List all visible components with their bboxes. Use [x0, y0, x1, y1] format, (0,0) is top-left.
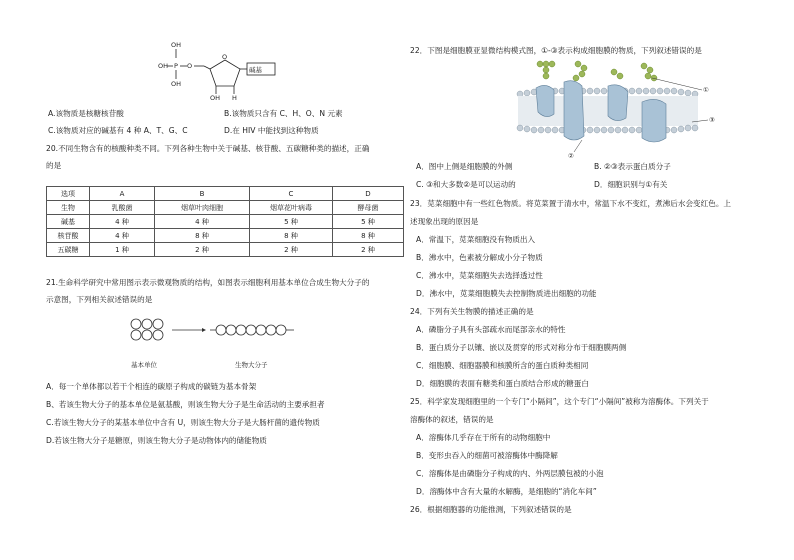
table-cell: 烟草叶肉细胞 [155, 201, 250, 215]
table-cell: 4 种 [155, 215, 250, 229]
nuc-bridge-o: O [187, 62, 193, 70]
q26-stem: 26．根据细胞器的功能推测，下列叙述错误的是 [410, 505, 572, 514]
table-cell: 1 种 [90, 243, 155, 257]
table-cell: 5 种 [333, 215, 404, 229]
table-cell: 8 种 [155, 229, 250, 243]
table-cell: A [90, 187, 155, 201]
table-cell: 2 种 [250, 243, 333, 257]
monomer-polymer-figure [130, 318, 300, 350]
q22-option-d: D．细胞识别与①有关 [594, 180, 668, 189]
table-cell: B [155, 187, 250, 201]
q24-stem: 24．下列有关生物膜的描述正确的是 [410, 307, 534, 316]
label-monomer: 基本单位 [131, 361, 157, 369]
nuc-oh4: OH [210, 94, 221, 102]
q21-stem-line2: 示意图，下列相关叙述错误的是 [46, 295, 153, 304]
nuc-base-label: 碱基 [249, 66, 262, 74]
q25-option-c: C．溶酶体是由磷脂分子构成的内、外两层膜包被的小泡 [416, 469, 604, 478]
q25-option-a: A．溶酶体几乎存在于所有的动物细胞中 [416, 433, 551, 442]
q24-option-d: D．细胞膜的表面有糖类和蛋白质结合形成的糖蛋白 [416, 379, 589, 388]
table-cell: 8 种 [250, 229, 333, 243]
table-cell: 乳酸菌 [90, 201, 155, 215]
membrane-label-2: ② [568, 152, 574, 160]
q25-option-d: D．溶酶体中含有大量的水解酶，是细胞的“消化车间” [416, 487, 597, 496]
q25-stem-line2: 溶酶体的叙述，错误的是 [410, 415, 494, 424]
table-cell: 碱基 [47, 215, 90, 229]
table-cell: 烟草花叶病毒 [250, 201, 333, 215]
q24-option-b: B．蛋白质分子以镶、嵌以及贯穿的形式对称分布于细胞膜两侧 [416, 343, 627, 352]
q22-option-b: B. ②③表示蛋白质分子 [594, 162, 671, 171]
table-cell: 8 种 [333, 229, 404, 243]
nuc-ring-o: O [222, 53, 228, 61]
q21-option-b: B、若该生物大分子的基本单位是氨基酸，则该生物大分子是生命活动的主要承担者 [46, 400, 325, 409]
nuc-h: H [232, 94, 237, 102]
nuc-phosphorus: P [174, 62, 178, 70]
table-cell: 选项 [47, 187, 90, 201]
nuc-oh1: OH [171, 41, 182, 49]
q20-stem-line2: 的是 [46, 161, 62, 170]
q23-stem-line2: 述现象出现的原因是 [410, 217, 479, 226]
nuc-oh2: OH [158, 62, 169, 70]
table-cell: 核苷酸 [47, 229, 90, 243]
membrane-label-3: ③ [709, 116, 715, 124]
q25-stem-line1: 25．科学家发现细胞里的一个专门“小隔间”，这个专门“小隔间”被称为溶酶体。下列关于 [410, 397, 709, 406]
q21-option-d: D.若该生物大分子是糖原，则该生物大分子是动物体内的储能物质 [46, 436, 267, 445]
q24-option-c: C．细胞膜、细胞器膜和核膜所含的蛋白质种类相同 [416, 361, 589, 370]
q20-table [46, 186, 404, 257]
q23-stem-line1: 23．苋菜细胞中有一些红色物质。将苋菜置于清水中，常温下水不变红，煮沸后水会变红色。上 [410, 199, 732, 208]
q23-option-d: D．沸水中，苋菜细胞膜失去控制物质进出细胞的功能 [416, 289, 597, 298]
table-cell: 5 种 [250, 215, 333, 229]
q23-option-c: C．沸水中，苋菜细胞失去选择透过性 [416, 271, 543, 280]
membrane-label-1: ① [703, 86, 709, 94]
q19-option-a: A.该物质是核糖核苷酸 [48, 109, 124, 118]
table-cell: 2 种 [333, 243, 404, 257]
q21-stem-line1: 21.生命科学研究中常用图示表示微观物质的结构，如图表示细胞利用基本单位合成生物大分子的 [46, 278, 370, 287]
table-row [47, 243, 404, 257]
table-cell: C [250, 187, 333, 201]
q19-option-b: B.该物质只含有 C、H、O、N 元素 [224, 109, 343, 118]
table-cell: 4 种 [90, 215, 155, 229]
q23-option-a: A．常温下，苋菜细胞没有物质出入 [416, 235, 536, 244]
table-cell: 生物 [47, 201, 90, 215]
q19-option-c: C.该物质对应的碱基有 4 种 A、T、G、C [48, 126, 188, 135]
q21-option-a: A．每一个单体都以若干个相连的碳原子构成的碳链为基本骨架 [46, 382, 257, 391]
table-row [47, 201, 404, 215]
q25-option-b: B．变形虫吞入的细菌可被溶酶体中酶降解 [416, 451, 558, 460]
q23-option-b: B．沸水中，色素被分解成小分子物质 [416, 253, 543, 262]
q20-stem-line1: 20.不同生物含有的核酸种类不同。下列各种生物中关于碱基、核苷酸、五碳糖种类的描述，正确 [46, 144, 370, 153]
table-cell: 4 种 [90, 229, 155, 243]
q22-option-c: C. ③和大多数②是可以运动的 [416, 180, 516, 189]
table-cell: 五碳糖 [47, 243, 90, 257]
cell-membrane-figure [512, 58, 722, 158]
table-cell: D [333, 187, 404, 201]
table-row [47, 215, 404, 229]
table-cell: 酵母菌 [333, 201, 404, 215]
q19-option-d: D.在 HIV 中能找到这种物质 [224, 126, 319, 135]
q22-stem: 22．下图是细胞膜亚显微结构模式图，①-③表示构成细胞膜的物质，下列叙述错误的是 [410, 46, 702, 55]
table-row [47, 229, 404, 243]
q22-option-a: A．图中上侧是细胞膜的外侧 [416, 162, 513, 171]
nuc-oh3: OH [171, 80, 182, 88]
table-header-row [47, 187, 404, 201]
label-macromolecule: 生物大分子 [235, 361, 268, 369]
q21-option-c: C.若该生物大分子的某基本单位中含有 U，则该生物大分子是大肠杆菌的遗传物质 [46, 418, 320, 427]
table-cell: 2 种 [155, 243, 250, 257]
q24-option-a: A．磷脂分子具有头部疏水而尾部亲水的特性 [416, 325, 566, 334]
